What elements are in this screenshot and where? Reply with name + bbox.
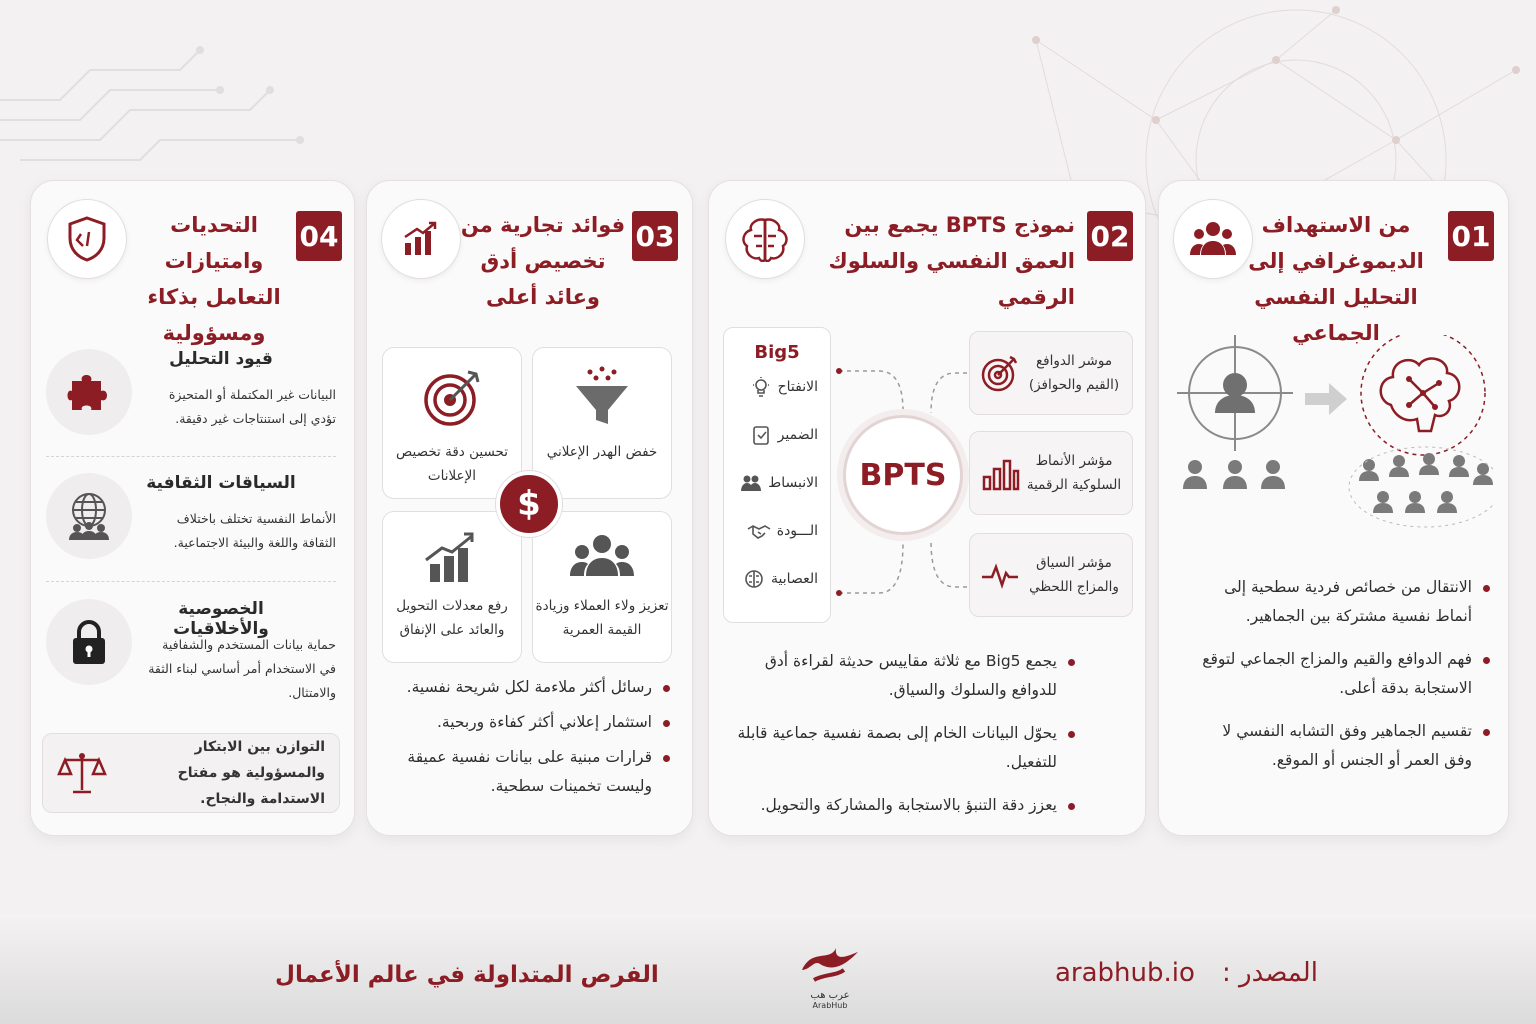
bullet-item: الانتقال من خصائص فردية سطحية إلى أنماط نفسية مشتركة بين الجماهير.	[1190, 573, 1490, 631]
bullet-item: استثمار إعلاني أكثر كفاءة وربحية.	[380, 708, 670, 737]
card-demographic-to-psychographic	[1158, 180, 1509, 836]
logo-arabic-text: عرب هب	[810, 990, 850, 1001]
bullet-item: فهم الدوافع والقيم والمزاج الجماعي لتوقع الاستجابة بدقة أعلى.	[1190, 645, 1490, 703]
dollar-icon: $	[496, 471, 562, 537]
benefit-reduce-waste	[532, 347, 672, 499]
padlock-icon	[46, 599, 132, 685]
card-bpts-model	[708, 180, 1146, 836]
pulse-icon	[980, 555, 1020, 595]
bpts-center-badge: BPTS	[843, 415, 963, 535]
puzzle-piece-icon	[46, 349, 132, 435]
card-number: 02	[1087, 211, 1133, 261]
group-icon	[740, 472, 762, 494]
footer-tagline: الفرص المتداولة في عالم الأعمال	[275, 962, 659, 988]
bullet-item: يعزز دقة التنبؤ بالاستجابة والمشاركة والتحويل.	[735, 791, 1075, 820]
bullet-item: قرارات مبنية على بيانات نفسية عميقة وليست تخمينات سطحية.	[380, 743, 670, 801]
indicator-digital-behavior	[969, 431, 1133, 515]
challenge-heading: قيود التحليل	[169, 349, 273, 369]
tile-label: خفض الهدر الإعلاني	[546, 444, 658, 460]
card-title: التحديات وامتيازات التعامل بذكاء ومسؤولية	[147, 213, 281, 345]
trait-label: الانبساط	[768, 475, 818, 491]
indicator-motivation	[969, 331, 1133, 415]
card-number: 04	[296, 211, 342, 261]
indicator-label: مؤشر السياق والمزاج اللحظي	[1029, 555, 1119, 595]
tile-label: تعزيز ولاء العملاء وزيادة القيمة العمرية	[535, 598, 669, 638]
source-url[interactable]: arabhub.io	[1055, 958, 1195, 988]
challenge-text: حماية بيانات المستخدم والشفافية في الاستخدام أمر أساسي لبناء الثقة والامتثال.	[148, 637, 336, 700]
benefit-conversion-roas	[382, 511, 522, 663]
bar-chart-icon	[980, 453, 1020, 493]
card-bullets	[380, 673, 670, 807]
indicator-label: مؤشر الأنماط السلوكية الرقمية	[1026, 453, 1122, 493]
growth-chart-icon	[381, 199, 461, 279]
card-title: من الاستهداف الديموغرافي إلى التحليل النفسي الجماعي	[1248, 213, 1424, 345]
people-icon	[1173, 199, 1253, 279]
card-number: 01	[1448, 211, 1494, 261]
balance-callout	[42, 733, 340, 813]
team-icon	[570, 530, 634, 584]
trait-conscientiousness	[724, 411, 830, 459]
card-business-benefits	[366, 180, 693, 836]
bullet-item: رسائل أكثر ملاءمة لكل شريحة نفسية.	[380, 673, 670, 702]
challenge-text: الأنماط النفسية تختلف باختلاف الثقافة واللغة والبيئة الاجتماعية.	[173, 511, 336, 550]
globe-people-icon	[46, 473, 132, 559]
benefit-customer-loyalty	[532, 511, 672, 663]
indicator-context-mood	[969, 533, 1133, 617]
challenge-heading: الخصوصية والأخلاقيات	[173, 599, 269, 639]
big5-title: Big5	[754, 342, 800, 363]
divider	[46, 581, 336, 582]
indicator-label: موشر الدوافع (القيم والحوافز)	[1028, 353, 1120, 393]
arabhub-logo	[790, 936, 870, 1018]
footer	[0, 914, 1536, 1024]
trait-label: الانفتاح	[777, 379, 818, 395]
tile-label: تحسين دقة تخصيص الإعلانات	[396, 444, 508, 484]
target-icon	[980, 353, 1020, 393]
card-bullets	[735, 647, 1075, 834]
clipboard-check-icon	[750, 424, 772, 446]
card-title: نموذج BPTS يجمع بين العمق النفسي والسلوك الرقمي	[828, 213, 1075, 309]
balance-text: التوازن بين الابتكار والمسؤولية هو مفتاح الاستدامة والنجاح.	[177, 739, 325, 807]
trait-label: العصابية	[771, 571, 818, 587]
big5-panel	[723, 327, 831, 623]
brain-small-icon	[743, 568, 765, 590]
trait-neuroticism	[724, 555, 830, 603]
handshake-icon	[747, 520, 771, 542]
source-label: المصدر :	[1222, 958, 1318, 988]
target-icon	[420, 366, 484, 430]
lightbulb-icon	[750, 376, 772, 398]
bullet-item: تقسيم الجماهير وفق التشابه النفسي لا وفق العمر أو الجنس أو الموقع.	[1190, 717, 1490, 775]
trait-label: الـــودة	[776, 523, 818, 539]
divider	[46, 456, 336, 457]
circuit-background-decoration	[0, 20, 320, 180]
challenge-heading: السياقات الثقافية	[146, 473, 296, 493]
card-challenges	[30, 180, 355, 836]
trait-extraversion	[724, 459, 830, 507]
shield-icon	[47, 199, 127, 279]
growth-bars-icon	[420, 530, 484, 584]
card-title: فوائد تجارية من تخصيص أدق وعائد أعلى	[460, 213, 626, 309]
scales-icon	[57, 750, 107, 796]
benefit-targeting-accuracy	[382, 347, 522, 499]
logo-english-text: ArabHub	[812, 1001, 848, 1010]
funnel-icon	[570, 366, 634, 430]
card-number: 03	[632, 211, 678, 261]
targeting-to-psychographic-graphic	[1173, 335, 1495, 555]
challenge-text: البيانات غير المكتملة أو المتحيزة تؤدي إلى استنتاجات غير دقيقة.	[168, 387, 336, 426]
trait-agreeableness	[724, 507, 830, 555]
trait-openness	[724, 363, 830, 411]
bullet-item: يحوّل البيانات الخام إلى بصمة نفسية جماعية قابلة للتفعيل.	[735, 719, 1075, 777]
card-bullets	[1190, 573, 1490, 789]
bullet-item: يجمع Big5 مع ثلاثة مقاييس حديثة لقراءة أدق للدوافع والسلوك والسياق.	[735, 647, 1075, 705]
trait-label: الضمير	[777, 427, 818, 443]
tile-label: رفع معدلات التحويل والعائد على الإنفاق	[396, 598, 508, 638]
brain-icon	[725, 199, 805, 279]
